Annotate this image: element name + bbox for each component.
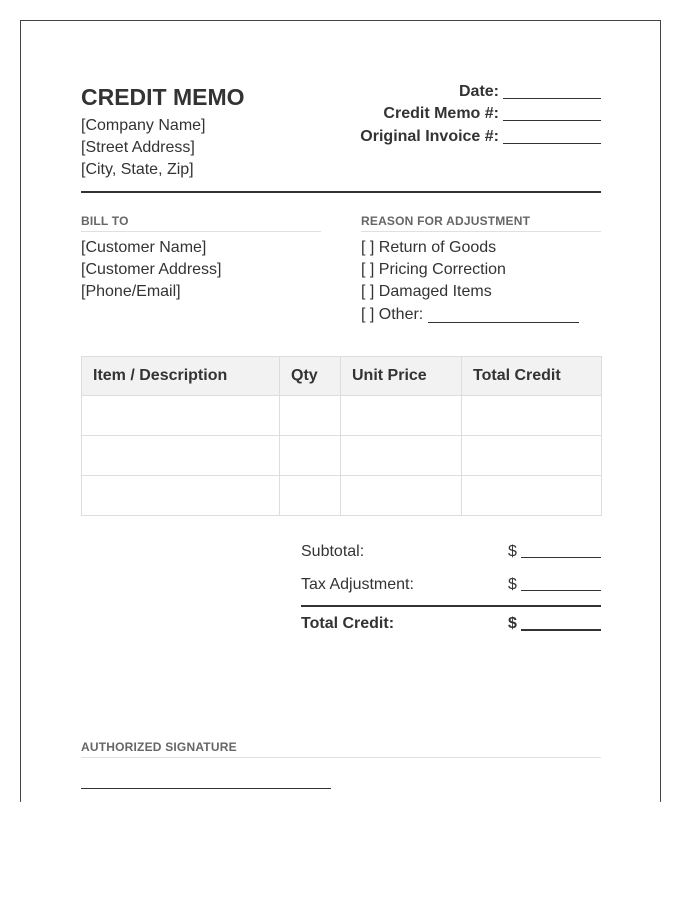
table-cell[interactable]	[341, 476, 462, 516]
table-cell[interactable]	[462, 476, 602, 516]
items-table	[81, 356, 602, 516]
date-field[interactable]	[503, 98, 601, 99]
table-cell[interactable]	[280, 476, 341, 516]
subtotal-label: Subtotal:	[301, 543, 365, 560]
table-header-row	[82, 357, 602, 396]
table-row	[82, 436, 602, 476]
total-credit-label: Total Credit:	[301, 615, 395, 632]
signature-heading: AUTHORIZED SIGNATURE	[81, 740, 237, 754]
table-cell[interactable]	[280, 436, 341, 476]
tax-adjustment-label: Tax Adjustment:	[301, 576, 414, 593]
table-row	[82, 396, 602, 436]
column-header-qty: Qty	[280, 357, 341, 396]
total-credit-currency: $	[508, 615, 517, 632]
reason-option-damaged-items[interactable]: [ ] Damaged Items	[361, 283, 492, 300]
column-header-unit-price: Unit Price	[341, 357, 462, 396]
reason-heading: REASON FOR ADJUSTMENT	[361, 214, 531, 228]
company-name: [Company Name]	[81, 117, 206, 134]
subtotal-field[interactable]	[521, 557, 601, 558]
table-cell[interactable]	[82, 436, 280, 476]
customer-name: [Customer Name]	[81, 239, 207, 256]
table-cell[interactable]	[341, 436, 462, 476]
tax-adjustment-currency: $	[508, 576, 517, 593]
original-invoice-number-label: Original Invoice #:	[360, 128, 499, 145]
table-row	[82, 476, 602, 516]
reason-option-other[interactable]: [ ] Other:	[361, 306, 424, 323]
original-invoice-number-field[interactable]	[503, 143, 601, 144]
document-title: CREDIT MEMO	[81, 84, 245, 110]
reason-option-return-of-goods[interactable]: [ ] Return of Goods	[361, 239, 497, 256]
company-street-address: [Street Address]	[81, 139, 195, 156]
table-cell[interactable]	[280, 396, 341, 436]
bill-to-divider	[81, 231, 321, 232]
column-header-item-description: Item / Description	[82, 357, 280, 396]
subtotal-currency: $	[508, 543, 517, 560]
total-credit-field[interactable]	[521, 629, 601, 631]
table-cell[interactable]	[462, 396, 602, 436]
table-cell[interactable]	[82, 476, 280, 516]
header-divider	[81, 191, 601, 193]
table-cell[interactable]	[462, 436, 602, 476]
totals-divider	[301, 605, 601, 607]
customer-phone-email: [Phone/Email]	[81, 283, 181, 300]
reason-option-pricing-correction[interactable]: [ ] Pricing Correction	[361, 261, 506, 278]
column-header-total-credit: Total Credit	[462, 357, 602, 396]
bill-to-heading: BILL TO	[81, 214, 129, 228]
credit-memo-number-field[interactable]	[503, 120, 601, 121]
table-cell[interactable]	[341, 396, 462, 436]
tax-adjustment-field[interactable]	[521, 590, 601, 591]
reason-divider	[361, 231, 601, 232]
signature-line[interactable]	[81, 788, 331, 789]
reason-other-field[interactable]	[428, 322, 579, 323]
credit-memo-number-label: Credit Memo #:	[383, 105, 499, 122]
table-cell[interactable]	[82, 396, 280, 436]
signature-divider	[81, 757, 601, 758]
customer-address: [Customer Address]	[81, 261, 222, 278]
company-city-state-zip: [City, State, Zip]	[81, 161, 194, 178]
date-label: Date:	[458, 83, 499, 100]
